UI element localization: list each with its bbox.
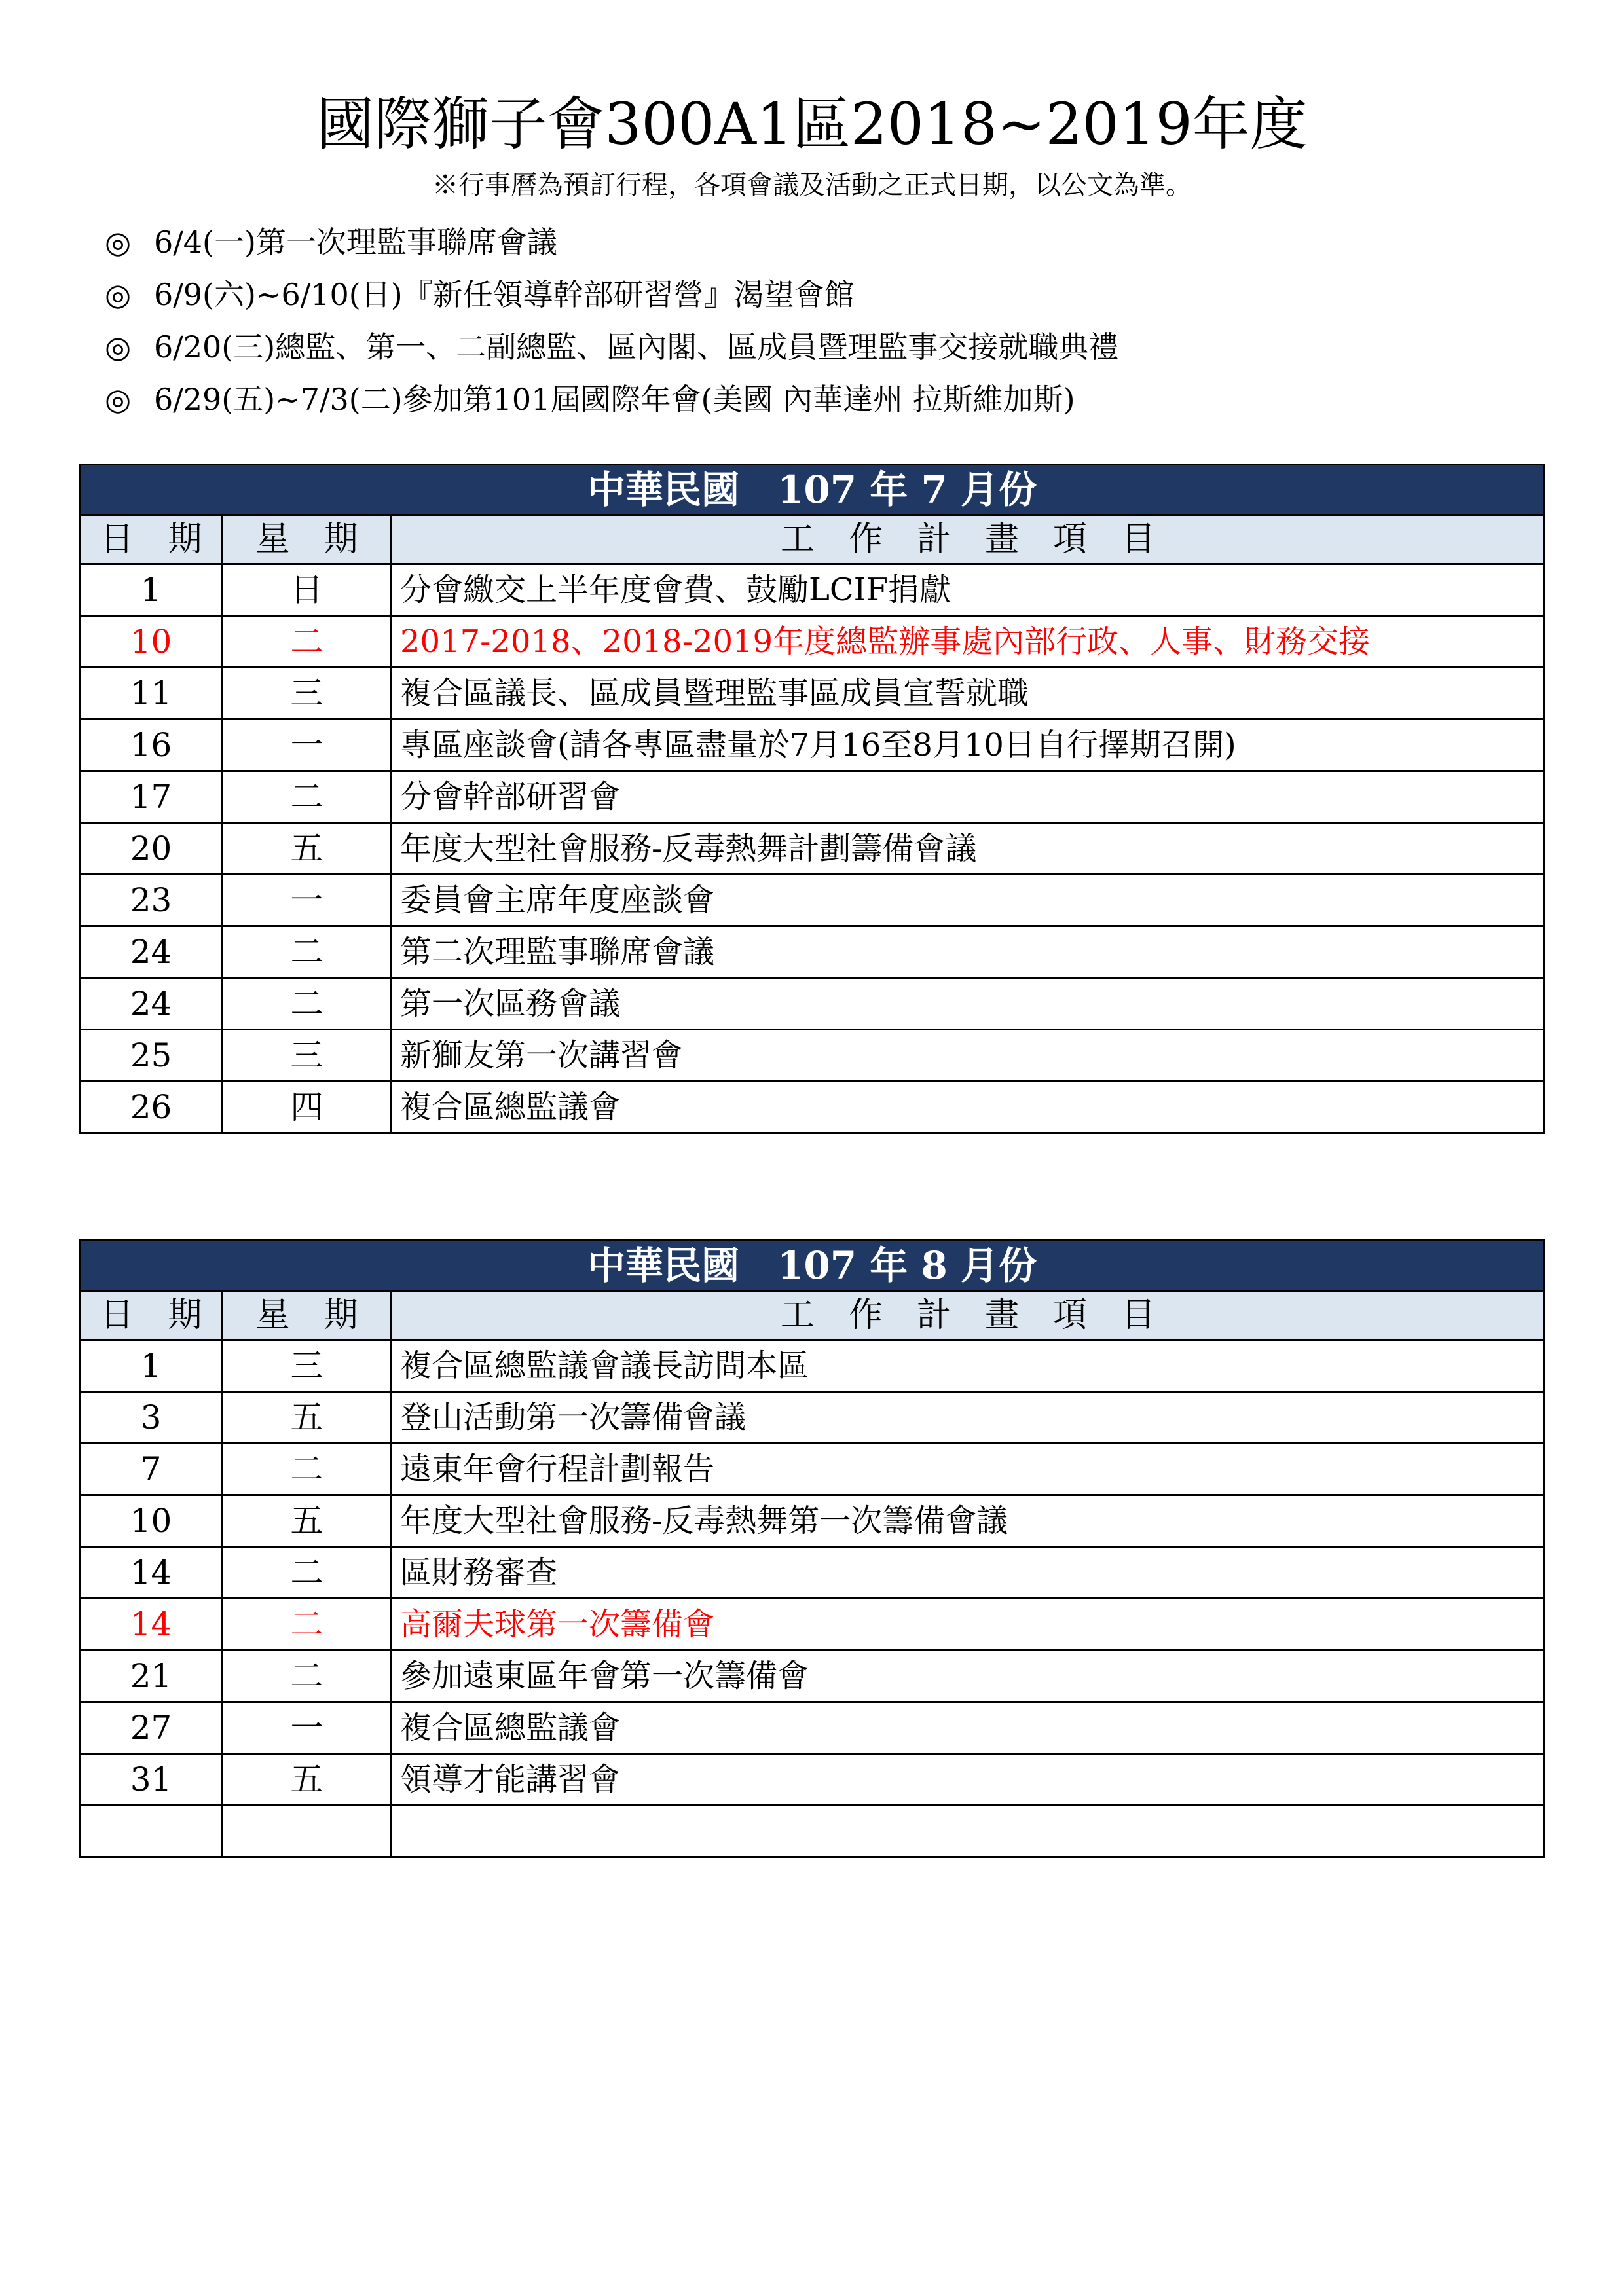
event-cell: 區財務審查 [392, 1547, 1545, 1599]
date-cell: 1 [80, 1340, 223, 1392]
weekday-cell: 五 [223, 1495, 392, 1547]
date-cell: 20 [80, 823, 223, 875]
table-row [80, 1030, 1545, 1082]
date-cell: 14 [80, 1547, 223, 1599]
column-header-item: 工 作 計 畫 項 目 [392, 1291, 1545, 1340]
column-header-weekday: 星 期 [223, 1291, 392, 1340]
table-row [80, 564, 1545, 616]
month-banner: 中華民國 107 年 8 月份 [80, 1241, 1545, 1291]
july-schedule-table [79, 464, 1545, 1134]
table-row [80, 771, 1545, 823]
note-item [105, 216, 1545, 268]
date-cell: 26 [80, 1082, 223, 1133]
month-banner: 中華民國 107 年 7 月份 [80, 465, 1545, 515]
bullet-mark: ◎ [105, 277, 132, 312]
bullet-mark: ◎ [105, 382, 132, 417]
date-cell: 10 [80, 1495, 223, 1547]
note-text: 6/9(六)~6/10(日)『新任領導幹部研習營』渴望會館 [154, 277, 855, 312]
note-text: 6/29(五)~7/3(二)參加第101屆國際年會(美國 內華達州 拉斯維加斯) [154, 382, 1075, 417]
table-row [80, 823, 1545, 875]
event-cell: 分會幹部研習會 [392, 771, 1545, 823]
column-header-item: 工 作 計 畫 項 目 [392, 515, 1545, 564]
august-schedule-table [79, 1239, 1545, 1858]
notes-list [105, 216, 1545, 426]
column-header-date: 日 期 [80, 515, 223, 564]
table-row [80, 1444, 1545, 1495]
weekday-cell: 三 [223, 1340, 392, 1392]
event-cell: 專區座談會(請各專區盡量於7月16至8月10日自行擇期召開) [392, 720, 1545, 771]
date-cell [80, 1806, 223, 1857]
event-cell [392, 1806, 1545, 1857]
table-row [80, 668, 1545, 720]
table-row [80, 978, 1545, 1030]
weekday-cell: 二 [223, 1444, 392, 1495]
date-cell: 24 [80, 978, 223, 1030]
page-title: 國際獅子會300A1區2018~2019年度 [316, 90, 1308, 158]
event-cell: 第二次理監事聯席會議 [392, 926, 1545, 978]
event-cell: 複合區總監議會 [392, 1082, 1545, 1133]
event-cell: 委員會主席年度座談會 [392, 875, 1545, 926]
date-cell: 31 [80, 1754, 223, 1806]
table-row [80, 1806, 1545, 1857]
weekday-cell [223, 1806, 392, 1857]
event-cell: 參加遠東區年會第一次籌備會 [392, 1650, 1545, 1702]
weekday-cell: 二 [223, 1599, 392, 1650]
note-text: 6/4(一)第一次理監事聯席會議 [154, 225, 557, 260]
column-header-date: 日 期 [80, 1291, 223, 1340]
note-text: 6/20(三)總監、第一、二副總監、區內閣、區成員暨理監事交接就職典禮 [154, 329, 1119, 365]
event-cell: 新獅友第一次講習會 [392, 1030, 1545, 1082]
event-cell: 領導才能講習會 [392, 1754, 1545, 1806]
date-cell: 3 [80, 1392, 223, 1444]
date-cell: 23 [80, 875, 223, 926]
weekday-cell: 二 [223, 926, 392, 978]
bullet-mark: ◎ [105, 225, 132, 260]
event-cell: 複合區總監議會議長訪問本區 [392, 1340, 1545, 1392]
page-subtitle: ※行事曆為預訂行程，各項會議及活動之正式日期，以公文為準。 [432, 170, 1192, 200]
bullet-mark: ◎ [105, 329, 132, 365]
event-cell: 高爾夫球第一次籌備會 [392, 1599, 1545, 1650]
table-row [80, 1082, 1545, 1133]
event-cell: 2017-2018、2018-2019年度總監辦事處內部行政、人事、財務交接 [392, 616, 1545, 668]
date-cell: 11 [80, 668, 223, 720]
table-row [80, 875, 1545, 926]
date-cell: 24 [80, 926, 223, 978]
weekday-cell: 四 [223, 1082, 392, 1133]
weekday-cell: 二 [223, 978, 392, 1030]
table-row [80, 1650, 1545, 1702]
column-header-weekday: 星 期 [223, 515, 392, 564]
weekday-cell: 五 [223, 823, 392, 875]
table-row [80, 1392, 1545, 1444]
table-row [80, 1754, 1545, 1806]
event-cell: 登山活動第一次籌備會議 [392, 1392, 1545, 1444]
weekday-cell: 二 [223, 1650, 392, 1702]
event-cell: 複合區總監議會 [392, 1702, 1545, 1754]
event-cell: 年度大型社會服務-反毒熱舞第一次籌備會議 [392, 1495, 1545, 1547]
date-cell: 17 [80, 771, 223, 823]
event-cell: 第一次區務會議 [392, 978, 1545, 1030]
weekday-cell: 三 [223, 1030, 392, 1082]
weekday-cell: 日 [223, 564, 392, 616]
event-cell: 年度大型社會服務-反毒熱舞計劃籌備會議 [392, 823, 1545, 875]
date-cell: 1 [80, 564, 223, 616]
table-row [80, 720, 1545, 771]
weekday-cell: 二 [223, 771, 392, 823]
weekday-cell: 一 [223, 1702, 392, 1754]
note-item [105, 268, 1545, 321]
note-item [105, 321, 1545, 373]
table-row [80, 1599, 1545, 1650]
weekday-cell: 五 [223, 1392, 392, 1444]
date-cell: 25 [80, 1030, 223, 1082]
weekday-cell: 五 [223, 1754, 392, 1806]
date-cell: 7 [80, 1444, 223, 1495]
date-cell: 14 [80, 1599, 223, 1650]
table-row [80, 1547, 1545, 1599]
table-row [80, 1340, 1545, 1392]
table-row [80, 1495, 1545, 1547]
date-cell: 16 [80, 720, 223, 771]
weekday-cell: 三 [223, 668, 392, 720]
date-cell: 27 [80, 1702, 223, 1754]
table-row [80, 926, 1545, 978]
weekday-cell: 二 [223, 616, 392, 668]
event-cell: 分會繳交上半年度會費、鼓勵LCIF捐獻 [392, 564, 1545, 616]
date-cell: 21 [80, 1650, 223, 1702]
date-cell: 10 [80, 616, 223, 668]
table-row [80, 616, 1545, 668]
weekday-cell: 一 [223, 875, 392, 926]
table-row [80, 1702, 1545, 1754]
note-item [105, 373, 1545, 426]
event-cell: 遠東年會行程計劃報告 [392, 1444, 1545, 1495]
event-cell: 複合區議長、區成員暨理監事區成員宣誓就職 [392, 668, 1545, 720]
weekday-cell: 二 [223, 1547, 392, 1599]
weekday-cell: 一 [223, 720, 392, 771]
